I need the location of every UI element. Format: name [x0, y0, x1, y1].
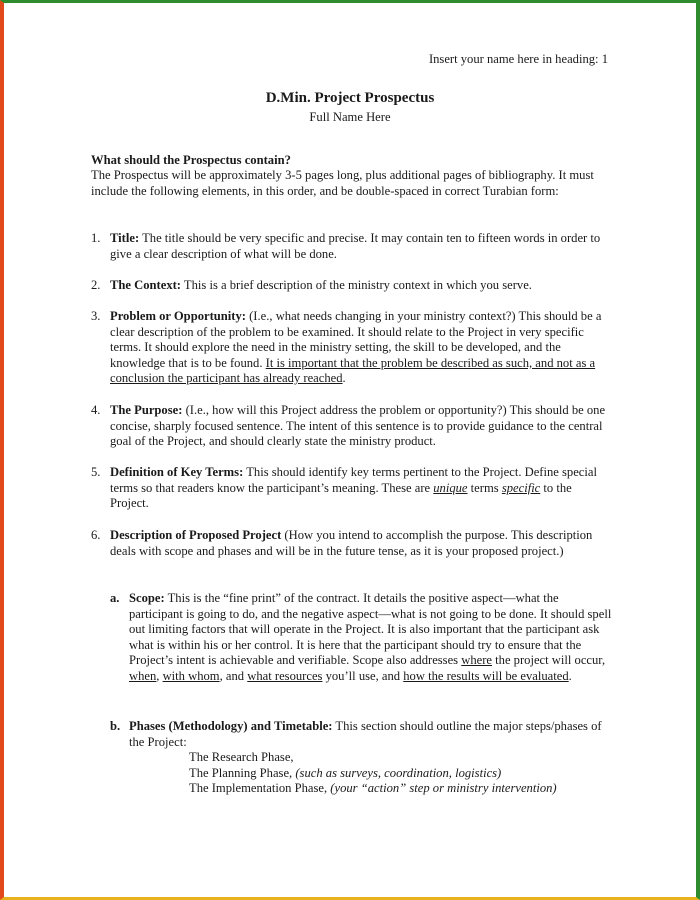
underline-when: when	[129, 668, 157, 683]
subitem-label: Phases (Methodology) and Timetable:	[129, 719, 333, 733]
page-title: D.Min. Project Prospectus	[265, 90, 435, 106]
item-text: (I.e., what needs changing in your ministry context?) This should be a clear description of the problem to be examined. It should relate to the Project in very specific terms. It should explore the need in the ministry setting, the skill to be developed, and the knowledge that is to be found.	[110, 309, 602, 370]
item-mid: terms	[467, 480, 502, 495]
phase-planning	[129, 766, 613, 782]
subitem-scope	[110, 591, 613, 685]
item-text: This is a brief description of the ministry context in which you serve.	[181, 278, 532, 292]
underline-with-whom: with whom	[162, 668, 220, 683]
item-label: Definition of Key Terms:	[110, 465, 244, 479]
item-number: 6.	[91, 528, 101, 542]
item-text: This should identify key terms pertinent to the Project. Define special terms so that readers know the participant’s meaning. These are	[110, 465, 597, 495]
subitem-phases	[110, 719, 613, 797]
subitem-letter: b.	[110, 719, 121, 733]
item-label: Problem or Opportunity:	[110, 309, 246, 323]
list-item-key-terms	[91, 465, 613, 512]
list-item-description	[91, 528, 613, 559]
subitem-text: This section should outline the major steps/phases of the Project:	[129, 719, 602, 749]
list-item-context	[91, 278, 613, 294]
item-end: to the Project.	[110, 480, 572, 511]
item-emphasis-unique: unique	[433, 480, 468, 495]
phase-planning-label: The Planning Phase,	[189, 765, 296, 780]
item-number: 4.	[91, 403, 101, 417]
item-label: The Context:	[110, 278, 182, 292]
phase-research: The Research Phase,	[189, 750, 294, 765]
underline-where: where	[461, 653, 492, 668]
item-underlined-text: It is important that the problem be described as such, and not as a conclusion the participant has already reached	[110, 355, 596, 386]
page-subtitle: Full Name Here	[309, 110, 391, 124]
scope-text-1: the project will occur,	[492, 653, 606, 668]
scope-text-5: .	[568, 668, 572, 683]
subitem-letter: a.	[110, 591, 120, 605]
section-heading: What should the Prospectus contain?	[91, 153, 291, 167]
item-number: 5.	[91, 465, 101, 479]
scope-text-2: ,	[156, 668, 163, 683]
phase-implementation-note: (your “action” step or ministry intervention)	[330, 781, 557, 796]
item-text: (How you intend to accomplish the purpose. This description deals with scope and phases and will be in the future tense, as it is your proposed project.)	[110, 528, 593, 558]
item-number: 3.	[91, 309, 101, 323]
intro-paragraph: The Prospectus will be approximately 3-5 pages long, plus additional pages of bibliography. It must include the following elements, in this order, and be double-spaced in correct Turabian form:	[91, 168, 594, 198]
item-number: 2.	[91, 278, 101, 292]
subitem-text: This is the “fine print” of the contract. It details the positive aspect—what the participant is going to do, and the negative aspect—what is not going to be done. It should spell out limiting factors that will operate in the Project. It is also important that the participant ask what is within his or her control. It is here that the participant should try to ensure that the Project’s intent is achievable and verifiable. Scope also addresses	[129, 591, 612, 668]
phase-implementation-label: The Implementation Phase,	[189, 781, 331, 796]
phase-implementation	[129, 781, 613, 797]
scope-text-3: , and	[219, 668, 248, 683]
list-item-purpose	[91, 403, 613, 450]
header-note: Insert your name here in heading: 1	[428, 52, 608, 66]
underline-what-resources: what resources	[247, 668, 323, 683]
item-number: 1.	[91, 231, 101, 245]
item-text: (I.e., how will this Project address the problem or opportunity?) This should be one concise, sharply focused sentence. The intent of this sentence is to provide guidance to the central goal of the Project, and should clearly state the ministry product.	[110, 403, 606, 449]
underline-how-evaluated: how the results will be evaluated	[403, 668, 569, 683]
item-text: The title should be very specific and precise. It may contain ten to fifteen words in order to give a clear description of what will be done.	[110, 231, 601, 261]
list-item-title	[91, 231, 613, 262]
item-end: .	[342, 371, 346, 386]
item-emphasis-specific: specific	[501, 480, 541, 495]
item-label: Title:	[110, 231, 140, 245]
item-label: Description of Proposed Project	[110, 528, 282, 542]
phase-planning-note: (such as surveys, coordination, logistics)	[295, 765, 502, 780]
scope-text-4: you’ll use, and	[322, 668, 404, 683]
list-item-problem	[91, 309, 613, 387]
item-label: The Purpose:	[110, 403, 183, 417]
subitem-label: Scope:	[129, 591, 165, 605]
